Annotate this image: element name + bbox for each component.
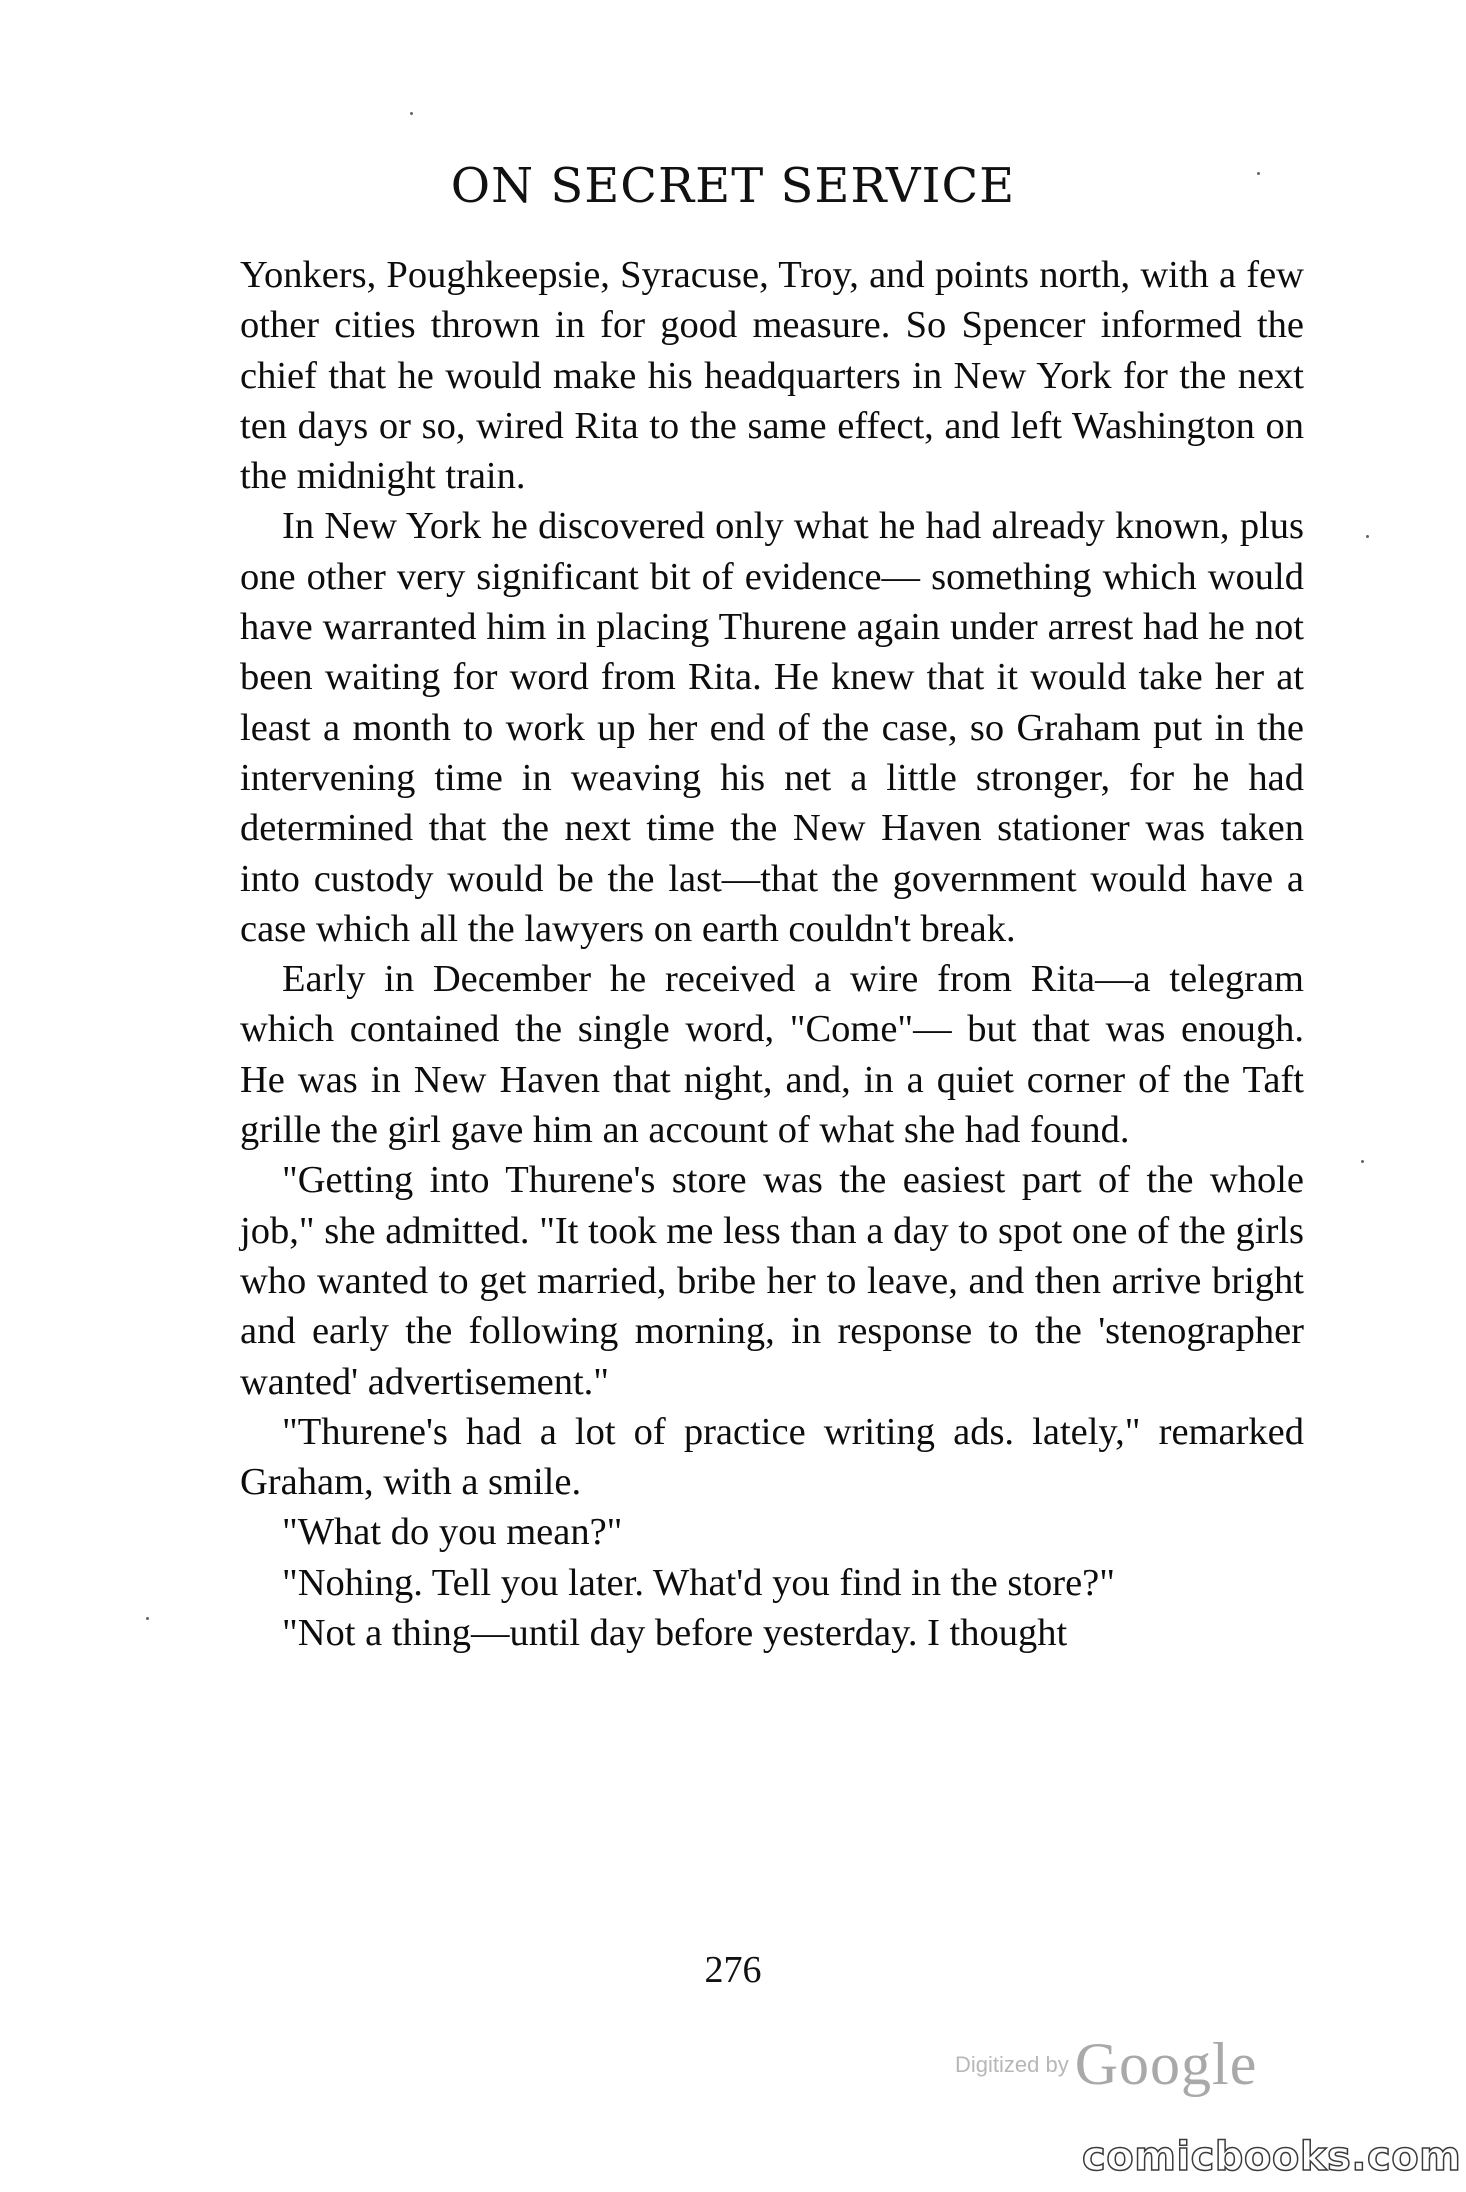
- paragraph-3: Early in December he received a wire from Rita—a telegram which contained the single word, "Come"— but that was enough. He was in New Haven that night, and, in a quiet corner of the Taft grille the girl gave him an account of what she had found.: [240, 958, 1304, 1152]
- page-number: 276: [704, 1949, 762, 1991]
- scan-speck: [1257, 172, 1260, 175]
- paragraph-2: In New York he discovered only what he had already known, plus one other very significant bit of evidence— something which would have warranted him in placing Thurene again under arrest had he not been waiting for word from Rita. He knew that it would take her at least a month to work up her end of the case, so Graham put in the intervening time in weaving his net a little stronger, for he had determined that the next time the New Haven stationer was taken into custody would be the last—that the government would have a case which all the lawyers on earth couldn't break.: [240, 505, 1304, 950]
- scan-speck: [410, 112, 413, 115]
- paragraph-8: "Not a thing—until day before yesterday. I thought: [282, 1612, 1068, 1655]
- scan-speck: [146, 1617, 149, 1620]
- paragraph-6: "What do you mean?": [282, 1511, 623, 1554]
- running-head: ON SECRET SERVICE: [450, 158, 1016, 214]
- body-text: [240, 250, 1304, 1658]
- paragraph-4: "Getting into Thurene's store was the easiest part of the whole job," she admitted. "It took me less than a day to spot one of the girls who wanted to get married, bribe her to leave, and then arrive bright and early the following morning, in response to the 'stenographer wanted' advertisement.": [240, 1159, 1304, 1403]
- paragraph-1: Yonkers, Poughkeepsie, Syracuse, Troy, and points north, with a few other cities thrown in for good measure. So Spencer informed the chief that he would make his headquarters in New York for the next ten days or so, wired Rita to the same effect, and left Washington on the midnight train.: [240, 254, 1304, 498]
- paragraph-5: "Thurene's had a lot of practice writing ads. lately," remarked Graham, with a smile.: [240, 1410, 1304, 1504]
- scan-speck: [1366, 535, 1369, 538]
- google-logo-text: Google: [1074, 2031, 1258, 2097]
- digitized-by-google-mark: [955, 2030, 1315, 2100]
- paragraph-7: "Nohing. Tell you later. What'd you find in the store?": [282, 1561, 1115, 1604]
- site-watermark: comicbooks.com: [1082, 2134, 1462, 2180]
- scan-speck: [1361, 1160, 1364, 1163]
- digitized-prefix: Digitized by: [955, 2051, 1069, 2077]
